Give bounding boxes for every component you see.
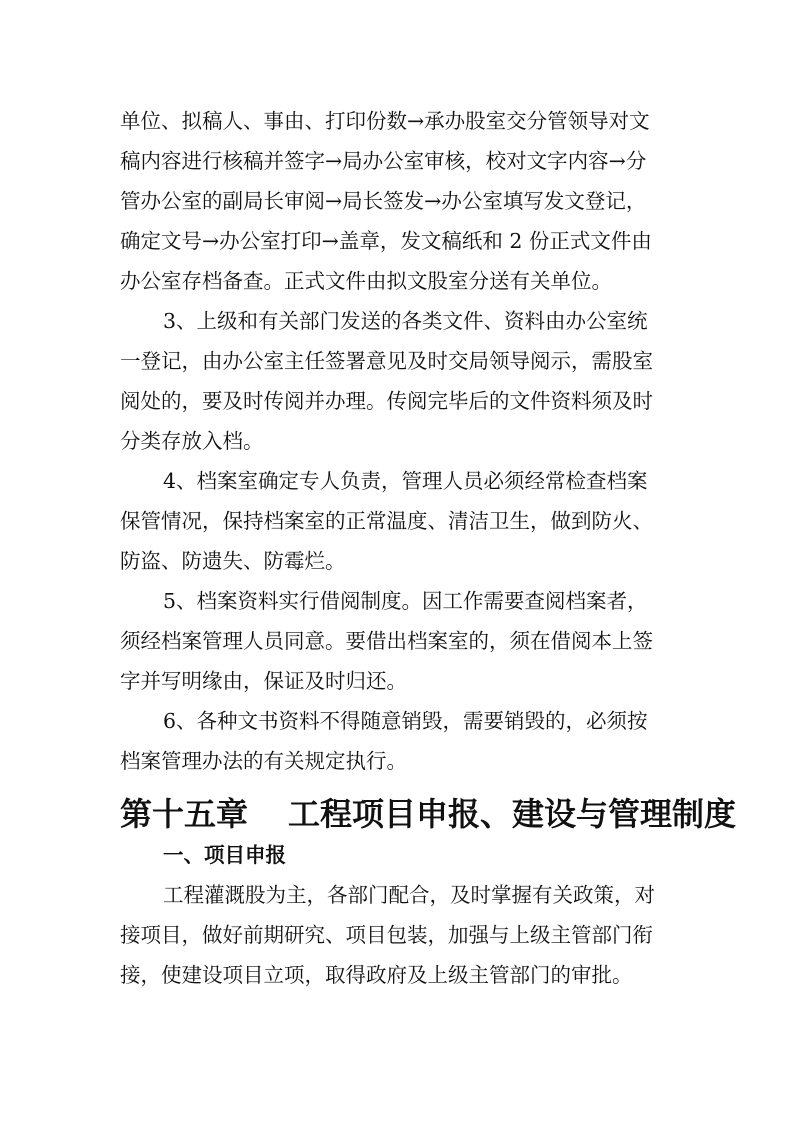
chapter-heading — [120, 790, 736, 838]
paragraph-line: 确定文号→办公室打印→盖章，发文稿纸和 2 份正式文件由 — [120, 229, 652, 253]
paragraph-line: 一登记，由办公室主任签署意见及时交局领导阅示，需股室 — [120, 349, 653, 373]
paragraph-line: 管办公室的副局长审阅→局长签发→办公室填写发文登记， — [120, 189, 647, 213]
paragraph-line: 稿内容进行核稿并签字→局办公室审核，校对文字内容→分 — [120, 149, 647, 173]
paragraph-line: 单位、拟稿人、事由、打印份数→承办股室交分管领导对文 — [120, 109, 650, 133]
paragraph-line: 5、档案资料实行借阅制度。因工作需要查阅档案者， — [163, 589, 648, 613]
paragraph-line: 阅处的，要及时传阅并办理。传阅完毕后的文件资料须及时 — [120, 389, 653, 413]
paragraph-line: 接，使建设项目立项，取得政府及上级主管部门的审批。 — [120, 963, 633, 987]
paragraph-line: 分类存放入档。 — [120, 429, 264, 453]
chapter-number: 第十五章 — [120, 795, 249, 833]
paragraph-line: 须经档案管理人员同意。要借出档案室的，须在借阅本上签 — [120, 629, 653, 653]
paragraph-line: 3、上级和有关部门发送的各类文件、资料由办公室统 — [163, 309, 648, 333]
paragraph-line: 档案管理办法的有关规定执行。 — [120, 749, 407, 773]
paragraph-line: 4、档案室确定专人负责，管理人员必须经常检查档案 — [163, 469, 648, 493]
chapter-title: 工程项目申报、建设与管理制度 — [288, 795, 737, 833]
paragraph-line: 保管情况，保持档案室的正常温度、清洁卫生，做到防火、 — [120, 509, 653, 533]
section-heading: 一、项目申报 — [163, 843, 286, 867]
paragraph-line: 工程灌溉股为主，各部门配合，及时掌握有关政策，对 — [163, 883, 655, 907]
paragraph-line: 办公室存档备查。正式文件由拟文股室分送有关单位。 — [120, 269, 612, 293]
paragraph-line: 防盗、防遗失、防霉烂。 — [120, 549, 346, 573]
paragraph-line: 字并写明缘由，保证及时归还。 — [120, 669, 407, 693]
paragraph-line: 接项目，做好前期研究、项目包装，加强与上级主管部门衔 — [120, 923, 653, 947]
paragraph-line: 6、各种文书资料不得随意销毁，需要销毁的，必须按 — [163, 709, 648, 733]
